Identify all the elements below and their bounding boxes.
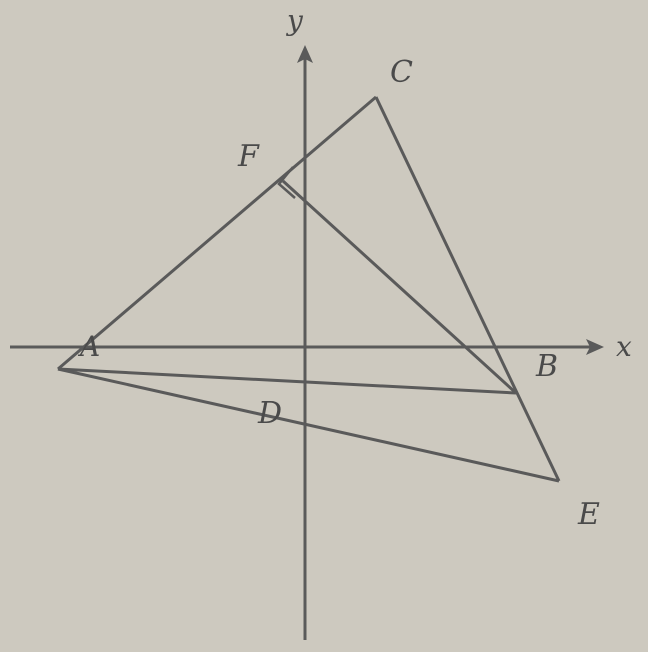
- point-label-a: A: [80, 330, 101, 363]
- point-label-c: C: [390, 55, 413, 90]
- point-label-e: E: [578, 497, 600, 532]
- point-label-b: B: [536, 349, 559, 384]
- point-label-f: F: [238, 139, 259, 174]
- x-axis-label: x: [616, 330, 632, 363]
- point-label-d: D: [258, 396, 283, 431]
- y-axis-label: y: [287, 4, 303, 37]
